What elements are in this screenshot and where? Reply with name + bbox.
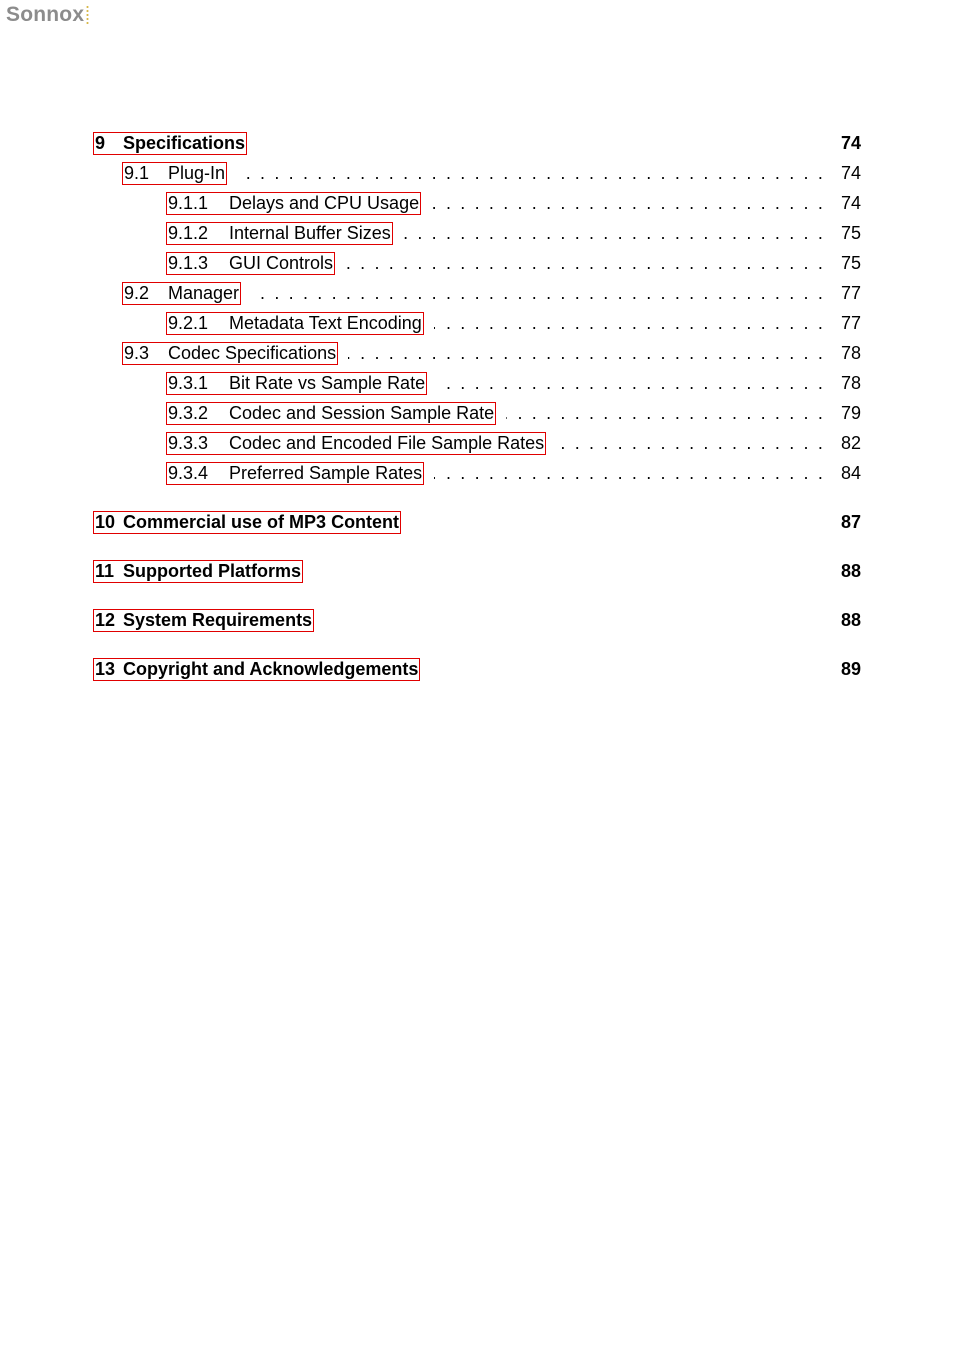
toc-entry-link[interactable] — [166, 222, 393, 245]
toc-chapter-row — [93, 556, 861, 586]
toc-entry-number: 11 — [95, 560, 115, 581]
toc-entry-link[interactable] — [93, 658, 420, 681]
toc-dot-leader — [434, 314, 825, 332]
toc-entry-number: 12 — [95, 609, 116, 630]
toc-entry-title: Specifications — [123, 132, 246, 153]
toc-page-number: 88 — [840, 609, 861, 630]
toc-chapter-gap — [93, 537, 861, 556]
toc-dot-leader — [556, 434, 825, 452]
toc-entry-title: Codec Specifications — [168, 342, 337, 363]
toc-chapter-gap — [93, 635, 861, 654]
toc-chapter-row — [93, 128, 861, 158]
toc-page-number: 82 — [840, 432, 861, 453]
toc-page-number: 87 — [840, 511, 861, 532]
toc-entry-number: 9.1.2 — [168, 222, 209, 243]
toc-entry-title: Plug-In — [168, 162, 226, 183]
toc-entry-title: Commercial use of MP3 Content — [123, 511, 400, 532]
toc-dot-leader — [348, 344, 825, 362]
toc-subsection-row — [93, 308, 861, 338]
toc-entry-title: Copyright and Acknowledgements — [123, 658, 419, 679]
toc-page-number: 77 — [840, 312, 861, 333]
toc-page-number: 88 — [840, 560, 861, 581]
toc-entry-link[interactable] — [122, 342, 338, 365]
toc-entry-number: 13 — [95, 658, 116, 679]
toc-entry-link[interactable] — [122, 282, 241, 305]
toc-dot-leader — [251, 284, 825, 302]
toc-entry-link[interactable] — [166, 252, 335, 275]
table-of-contents — [93, 128, 861, 684]
toc-entry-number: 9.3.1 — [168, 372, 209, 393]
toc-subsection-row — [93, 188, 861, 218]
toc-entry-title: Supported Platforms — [123, 560, 302, 581]
toc-entry-number: 9.1.3 — [168, 252, 209, 273]
sonnox-logo — [6, 3, 89, 27]
toc-entry-link[interactable] — [166, 402, 496, 425]
toc-entry-number: 9.3.2 — [168, 402, 209, 423]
logo-dots-icon — [86, 5, 89, 25]
toc-entry-title: Bit Rate vs Sample Rate — [229, 372, 426, 393]
toc-entry-title: Manager — [168, 282, 240, 303]
toc-entry-title: Internal Buffer Sizes — [229, 222, 391, 243]
toc-page-number: 74 — [840, 162, 861, 183]
logo-text: Sonnox — [6, 3, 85, 26]
toc-entry-link[interactable] — [166, 432, 546, 455]
toc-chapter-row — [93, 605, 861, 635]
toc-page-number: 79 — [840, 402, 861, 423]
toc-subsection-row — [93, 458, 861, 488]
toc-entry-link[interactable] — [93, 609, 314, 632]
toc-dot-leader — [434, 464, 825, 482]
toc-chapter-row — [93, 507, 861, 537]
toc-section-row — [93, 338, 861, 368]
toc-page-number: 75 — [840, 252, 861, 273]
toc-entry-number: 9.1.1 — [168, 192, 209, 213]
toc-dot-leader — [403, 224, 825, 242]
toc-entry-title: System Requirements — [123, 609, 313, 630]
toc-entry-link[interactable] — [166, 372, 427, 395]
toc-entry-link[interactable] — [166, 462, 424, 485]
toc-page-number: 78 — [840, 342, 861, 363]
toc-page-number: 78 — [840, 372, 861, 393]
toc-entry-link[interactable] — [93, 511, 401, 534]
toc-subsection-row — [93, 368, 861, 398]
toc-page-number: 74 — [840, 132, 861, 153]
toc-entry-number: 9.3 — [124, 342, 150, 363]
toc-dot-leader — [237, 164, 825, 182]
toc-page-number: 75 — [840, 222, 861, 243]
toc-entry-link[interactable] — [122, 162, 227, 185]
toc-entry-number: 9.2 — [124, 282, 150, 303]
toc-entry-number: 10 — [95, 511, 116, 532]
toc-chapter-row — [93, 654, 861, 684]
toc-dot-leader — [506, 404, 825, 422]
toc-entry-title: Metadata Text Encoding — [229, 312, 422, 333]
toc-dot-leader — [437, 374, 825, 392]
toc-page-number: 77 — [840, 282, 861, 303]
toc-section-row — [93, 278, 861, 308]
toc-entry-title: Preferred Sample Rates — [229, 462, 423, 483]
toc-page-number: 74 — [840, 192, 861, 213]
toc-entry-link[interactable] — [93, 560, 303, 583]
toc-subsection-row — [93, 218, 861, 248]
toc-entry-number: 9 — [95, 132, 106, 153]
toc-chapter-gap — [93, 488, 861, 507]
toc-entry-title: GUI Controls — [229, 252, 334, 273]
toc-entry-link[interactable] — [166, 192, 421, 215]
toc-entry-number: 9.1 — [124, 162, 150, 183]
toc-entry-title: Codec and Session Sample Rate — [229, 402, 495, 423]
toc-subsection-row — [93, 428, 861, 458]
toc-subsection-row — [93, 398, 861, 428]
toc-chapter-gap — [93, 586, 861, 605]
toc-entry-link[interactable] — [93, 132, 247, 155]
toc-entry-number: 9.2.1 — [168, 312, 209, 333]
toc-subsection-row — [93, 248, 861, 278]
toc-page-number: 89 — [840, 658, 861, 679]
toc-entry-title: Codec and Encoded File Sample Rates — [229, 432, 545, 453]
toc-dot-leader — [431, 194, 825, 212]
toc-entry-link[interactable] — [166, 312, 424, 335]
toc-page-number: 84 — [840, 462, 861, 483]
toc-entry-title: Delays and CPU Usage — [229, 192, 420, 213]
toc-dot-leader — [345, 254, 825, 272]
toc-section-row — [93, 158, 861, 188]
toc-entry-number: 9.3.4 — [168, 462, 209, 483]
toc-entry-number: 9.3.3 — [168, 432, 209, 453]
